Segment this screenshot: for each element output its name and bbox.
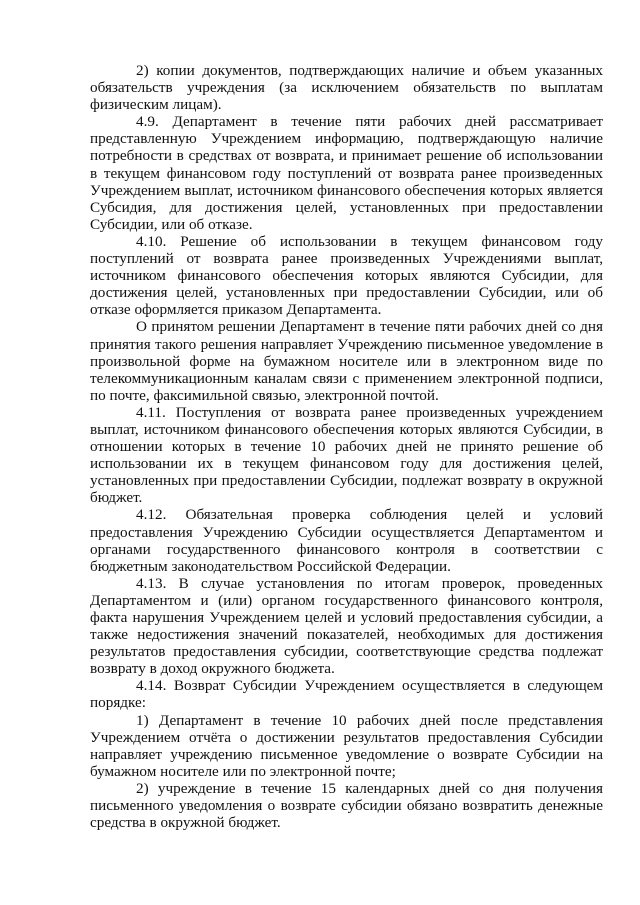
paragraph-decision-notice: О принятом решении Департамент в течение пяти рабочих дней со дня принятия такого решения направляет Учреждению письменное уведомление в произвольной форме на бумажном носителе или в электронном виде по телекоммуникационным каналам связи с применением электронной подписи, по почте, факсимильной связью, электронной почтой. — [90, 318, 603, 404]
paragraph-4-9: 4.9. Департамент в течение пяти рабочих дней рассматривает представленную Учреждением информацию, подтверждающую наличие потребности в средствах от возврата, и принимает решение об использовании в текущем финансовом году поступлений от возврата ранее произведенных Учреждением выплат, источником финансового обеспечения которых является Субсидия, для достижения целей, установленных при предоставлении Субсидии, или об отказе. — [90, 113, 603, 233]
paragraph-4-14: 4.14. Возврат Субсидии Учреждением осуществляется в следующем порядке: — [90, 677, 603, 712]
paragraph-4-14-item-2: 2) учреждение в течение 15 календарных дней со дня получения письменного уведомления о возврате субсидии обязано возвратить денежные средства в окружной бюджет. — [90, 779, 603, 832]
paragraph-4-12: 4.12. Обязательная проверка соблюдения целей и условий предоставления Учреждению Субсидии осуществляется Департаментом и органами государственного финансового контроля в соответствии с бюджетным законодательством Российской Федерации. — [90, 506, 603, 575]
paragraph-4-14-item-1: 1) Департамент в течение 10 рабочих дней после представления Учреждением отчёта о достижении результатов предоставления Субсидии направляет учреждению письменное уведомление о возврате Субсидии на бумажном носителе или по электронной почте; — [90, 711, 603, 780]
paragraph-4-13: 4.13. В случае установления по итогам проверок, проведенных Департаментом и (или) органом государственного финансового контроля, факта нарушения Учреждением целей и условий предоставления субсидии, а также недостижения значений показателей, необходимых для достижения результатов предоставления субсидии, соответствующие средства подлежат возврату в доход окружного бюджета. — [90, 574, 603, 678]
paragraph-4-11: 4.11. Поступления от возврата ранее произведенных учреждением выплат, источником финансового обеспечения которых являются Субсидии, в отношении которых в течение 10 рабочих дней не принято решение об использовании их в текущем финансовом году для достижения целей, установленных при предоставлении Субсидии, подлежат возврату в окружной бюджет. — [90, 403, 603, 507]
paragraph-4-10: 4.10. Решение об использовании в текущем финансовом году поступлений от возврата ранее произведенных Учреждениями выплат, источником финансового обеспечения которых являются Субсидии, для достижения целей, установленных при предоставлении Субсидии, или об отказе оформляется приказом Департамента. — [90, 232, 603, 319]
document-body — [90, 62, 603, 831]
paragraph-documents-copies: 2) копии документов, подтверждающих наличие и объем указанных обязательств учреждения (за исключением обязательств по выплатам физическим лицам). — [90, 62, 603, 114]
